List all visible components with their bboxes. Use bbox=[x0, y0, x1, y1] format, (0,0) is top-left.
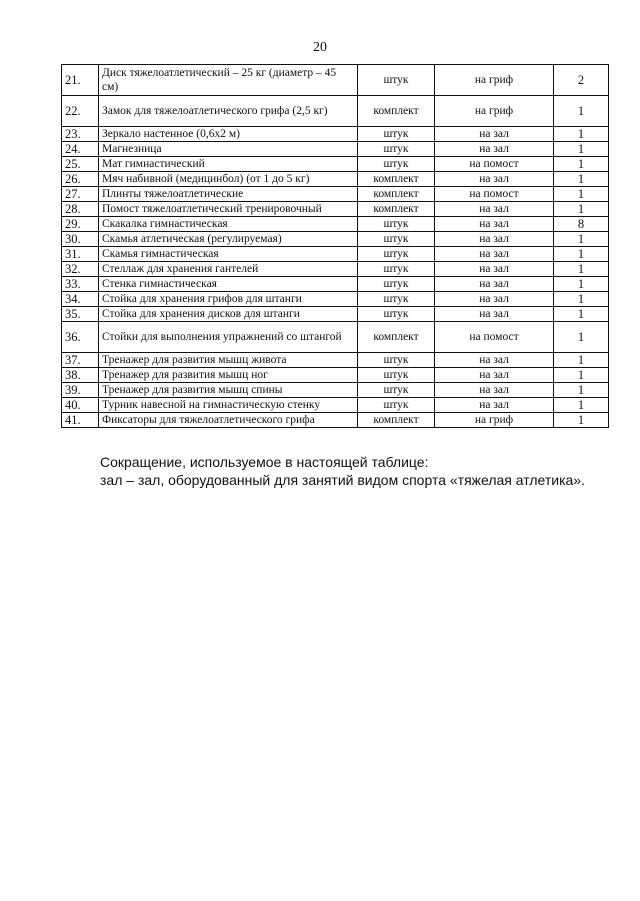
item-quantity: 1 bbox=[554, 322, 609, 353]
item-name: Скамья гимнастическая bbox=[99, 247, 358, 262]
item-unit: штук bbox=[358, 127, 435, 142]
item-scope: на зал bbox=[435, 292, 554, 307]
item-unit: комплект bbox=[358, 172, 435, 187]
item-scope: на зал bbox=[435, 172, 554, 187]
item-scope: на зал bbox=[435, 142, 554, 157]
equipment-table bbox=[61, 64, 609, 428]
item-name: Мяч набивной (медицинбол) (от 1 до 5 кг) bbox=[99, 172, 358, 187]
item-unit: комплект bbox=[358, 187, 435, 202]
item-quantity: 1 bbox=[554, 292, 609, 307]
item-quantity: 1 bbox=[554, 202, 609, 217]
table-row bbox=[62, 172, 609, 187]
table-row bbox=[62, 383, 609, 398]
row-number: 39. bbox=[62, 383, 99, 398]
item-unit: штук bbox=[358, 383, 435, 398]
table-row bbox=[62, 65, 609, 96]
row-number: 31. bbox=[62, 247, 99, 262]
item-name: Фиксаторы для тяжелоатлетического грифа bbox=[99, 413, 358, 428]
row-number: 29. bbox=[62, 217, 99, 232]
item-scope: на гриф bbox=[435, 65, 554, 96]
row-number: 25. bbox=[62, 157, 99, 172]
row-number: 34. bbox=[62, 292, 99, 307]
item-unit: штук bbox=[358, 398, 435, 413]
item-unit: штук bbox=[358, 247, 435, 262]
item-scope: на зал bbox=[435, 202, 554, 217]
item-name: Замок для тяжелоатлетического грифа (2,5 кг) bbox=[99, 96, 358, 127]
item-scope: на гриф bbox=[435, 413, 554, 428]
item-scope: на зал bbox=[435, 127, 554, 142]
table-row bbox=[62, 262, 609, 277]
table-row bbox=[62, 217, 609, 232]
item-name: Турник навесной на гимнастическую стенку bbox=[99, 398, 358, 413]
row-number: 26. bbox=[62, 172, 99, 187]
item-unit: штук bbox=[358, 277, 435, 292]
item-unit: штук bbox=[358, 368, 435, 383]
row-number: 41. bbox=[62, 413, 99, 428]
table-row bbox=[62, 398, 609, 413]
table-row bbox=[62, 413, 609, 428]
item-unit: комплект bbox=[358, 202, 435, 217]
item-name: Магнезница bbox=[99, 142, 358, 157]
table-row bbox=[62, 232, 609, 247]
table-row bbox=[62, 142, 609, 157]
row-number: 36. bbox=[62, 322, 99, 353]
item-quantity: 1 bbox=[554, 398, 609, 413]
item-name: Тренажер для развития мышц живота bbox=[99, 353, 358, 368]
item-unit: штук bbox=[358, 353, 435, 368]
equipment-table-body bbox=[62, 65, 609, 428]
item-scope: на зал bbox=[435, 398, 554, 413]
item-name: Стеллаж для хранения гантелей bbox=[99, 262, 358, 277]
item-scope: на зал bbox=[435, 383, 554, 398]
item-unit: штук bbox=[358, 217, 435, 232]
item-scope: на зал bbox=[435, 232, 554, 247]
item-name: Тренажер для развития мышц ног bbox=[99, 368, 358, 383]
item-quantity: 2 bbox=[554, 65, 609, 96]
item-quantity: 1 bbox=[554, 383, 609, 398]
item-quantity: 1 bbox=[554, 247, 609, 262]
item-scope: на зал bbox=[435, 307, 554, 322]
row-number: 22. bbox=[62, 96, 99, 127]
item-quantity: 1 bbox=[554, 96, 609, 127]
item-quantity: 1 bbox=[554, 262, 609, 277]
notes-definition: зал – зал, оборудованный для занятий видом спорта «тяжелая атлетика». bbox=[100, 472, 585, 488]
item-quantity: 8 bbox=[554, 217, 609, 232]
table-row bbox=[62, 368, 609, 383]
item-scope: на зал bbox=[435, 353, 554, 368]
row-number: 37. bbox=[62, 353, 99, 368]
row-number: 35. bbox=[62, 307, 99, 322]
item-name: Диск тяжелоатлетический – 25 кг (диаметр – 45 см) bbox=[99, 65, 358, 96]
item-scope: на помост bbox=[435, 157, 554, 172]
item-quantity: 1 bbox=[554, 413, 609, 428]
abbreviation-notes bbox=[100, 453, 620, 489]
item-quantity: 1 bbox=[554, 277, 609, 292]
item-name: Стойка для хранения грифов для штанги bbox=[99, 292, 358, 307]
row-number: 28. bbox=[62, 202, 99, 217]
table-row bbox=[62, 292, 609, 307]
item-scope: на зал bbox=[435, 217, 554, 232]
row-number: 38. bbox=[62, 368, 99, 383]
row-number: 32. bbox=[62, 262, 99, 277]
row-number: 27. bbox=[62, 187, 99, 202]
item-scope: на зал bbox=[435, 262, 554, 277]
item-name: Тренажер для развития мышц спины bbox=[99, 383, 358, 398]
item-quantity: 1 bbox=[554, 127, 609, 142]
item-scope: на зал bbox=[435, 277, 554, 292]
item-scope: на зал bbox=[435, 368, 554, 383]
notes-heading: Сокращение, используемое в настоящей таблице: bbox=[100, 454, 429, 470]
item-quantity: 1 bbox=[554, 157, 609, 172]
item-name: Мат гимнастический bbox=[99, 157, 358, 172]
table-row bbox=[62, 247, 609, 262]
item-unit: штук bbox=[358, 157, 435, 172]
table-row bbox=[62, 127, 609, 142]
item-name: Плинты тяжелоатлетические bbox=[99, 187, 358, 202]
item-quantity: 1 bbox=[554, 368, 609, 383]
row-number: 30. bbox=[62, 232, 99, 247]
table-row bbox=[62, 277, 609, 292]
item-name: Зеркало настенное (0,6х2 м) bbox=[99, 127, 358, 142]
item-scope: на зал bbox=[435, 247, 554, 262]
row-number: 23. bbox=[62, 127, 99, 142]
table-row bbox=[62, 96, 609, 127]
table-row bbox=[62, 187, 609, 202]
table-row bbox=[62, 202, 609, 217]
item-scope: на гриф bbox=[435, 96, 554, 127]
row-number: 40. bbox=[62, 398, 99, 413]
item-name: Стенка гимнастическая bbox=[99, 277, 358, 292]
item-name: Скакалка гимнастическая bbox=[99, 217, 358, 232]
item-unit: штук bbox=[358, 262, 435, 277]
page-number: 20 bbox=[313, 40, 327, 55]
item-unit: комплект bbox=[358, 96, 435, 127]
item-name: Стойка для хранения дисков для штанги bbox=[99, 307, 358, 322]
item-quantity: 1 bbox=[554, 142, 609, 157]
item-name: Скамья атлетическая (регулируемая) bbox=[99, 232, 358, 247]
item-unit: штук bbox=[358, 142, 435, 157]
table-row bbox=[62, 322, 609, 353]
table-row bbox=[62, 307, 609, 322]
item-unit: штук bbox=[358, 307, 435, 322]
item-scope: на помост bbox=[435, 187, 554, 202]
item-quantity: 1 bbox=[554, 307, 609, 322]
row-number: 24. bbox=[62, 142, 99, 157]
item-unit: комплект bbox=[358, 322, 435, 353]
item-quantity: 1 bbox=[554, 353, 609, 368]
table-row bbox=[62, 353, 609, 368]
table-row bbox=[62, 157, 609, 172]
item-unit: штук bbox=[358, 65, 435, 96]
item-quantity: 1 bbox=[554, 187, 609, 202]
item-name: Помост тяжелоатлетический тренировочный bbox=[99, 202, 358, 217]
row-number: 21. bbox=[62, 65, 99, 96]
item-unit: штук bbox=[358, 292, 435, 307]
item-name: Стойки для выполнения упражнений со штангой bbox=[99, 322, 358, 353]
item-quantity: 1 bbox=[554, 172, 609, 187]
row-number: 33. bbox=[62, 277, 99, 292]
item-unit: штук bbox=[358, 232, 435, 247]
item-unit: комплект bbox=[358, 413, 435, 428]
item-quantity: 1 bbox=[554, 232, 609, 247]
item-scope: на помост bbox=[435, 322, 554, 353]
